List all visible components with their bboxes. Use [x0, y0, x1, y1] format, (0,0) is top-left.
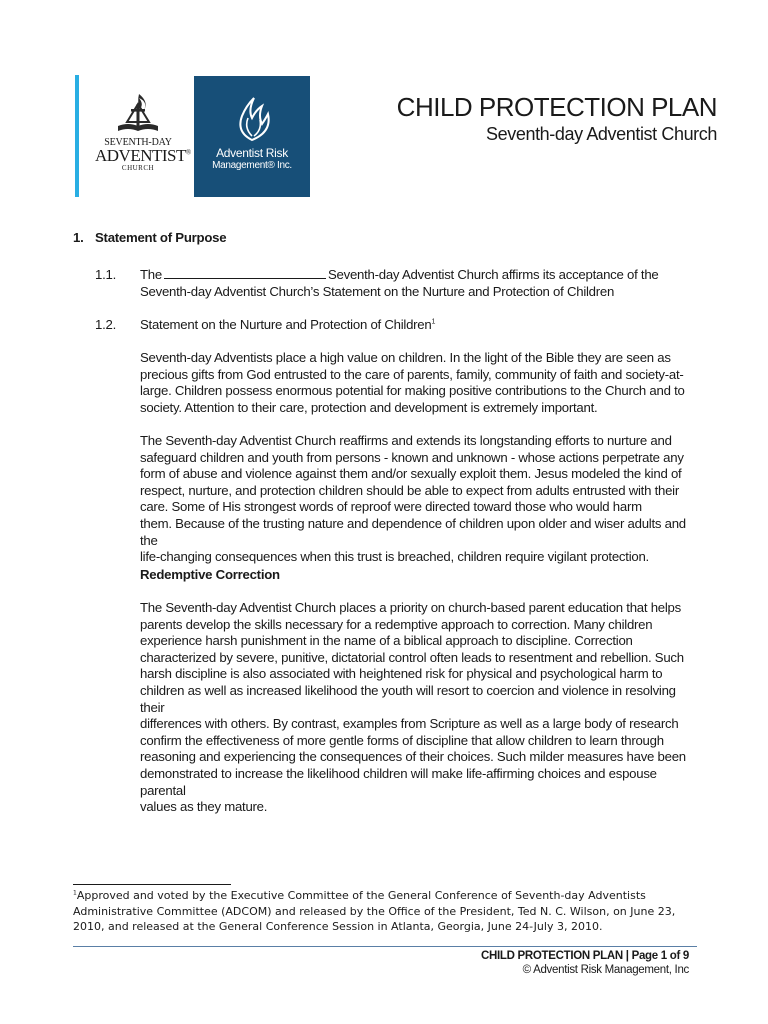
paragraph-redemptive-correction-line: characterized by severe, punitive, dictatorial control often leads to resentment and rebellion. Such [140, 649, 684, 665]
paragraph-reaffirms [140, 433, 698, 566]
header-accent-bar [75, 75, 79, 197]
flame-leaves-icon [232, 96, 272, 142]
paragraph-reaffirms-line: care. Some of His strongest words of reproof were directed toward those who would harm [140, 499, 642, 515]
arm-logo-line1: Adventist Risk [216, 146, 288, 160]
footnote [73, 888, 713, 935]
footer-page-info: CHILD PROTECTION PLAN | Page 1 of 9 [480, 950, 689, 962]
paragraph-redemptive-correction-line: demonstrated to increase the likelihood children will make life-affirming choices and espouse parental [140, 765, 657, 798]
paragraph-reaffirms-line: form of abuse and violence against them and/or sexually exploit them. Jesus modeled the kind of [140, 466, 682, 482]
paragraph-redemptive-correction-line: reasoning and experiencing the consequences of their choices. Such milder measures have been [140, 749, 686, 765]
paragraph-nurture [140, 350, 698, 416]
paragraph-reaffirms-line: The Seventh-day Adventist Church reaffirms and extends its longstanding efforts to nurture and [140, 433, 672, 448]
paragraph-redemptive-correction-line: experience harsh punishment in the name of a biblical approach to discipline. Correction [140, 633, 633, 649]
item-1-1-line2: Seventh-day Adventist Church’s Statement on the Nurture and Protection of Children [140, 283, 615, 299]
sda-logo [95, 92, 191, 182]
church-name-blank [164, 267, 326, 279]
section-number: 1. [73, 230, 84, 245]
footer-rule [73, 946, 697, 947]
footnote-line: 2010, and released at the General Conference Session in Atlanta, Georgia, June 24-July 3, 2010. [73, 920, 603, 933]
paragraph-redemptive-correction [140, 600, 698, 816]
footnote-line: Administrative Committee (ADCOM) and released by the Office of the President, Ted N. C. Wilson, on June 23, [73, 904, 676, 918]
sda-logo-line2: ADVENTIST® [95, 146, 191, 165]
paragraph-nurture-line: Seventh-day Adventists place a high value on children. In the light of the Bible they are seen as [140, 350, 671, 365]
sda-church-emblem-icon [115, 92, 161, 136]
footnote-reference: 1 [431, 318, 436, 326]
footnote-mark: 1 [73, 889, 77, 897]
footnote-line: $^1$Approved and voted by the Executive Committee of the General Conference of Seventh-day Adventists [73, 889, 646, 902]
paragraph-redemptive-correction-line: children as well as increased likelihood the youth will resort to coercion and violence in resolving their [140, 682, 676, 715]
footnote-separator [73, 884, 231, 885]
paragraph-reaffirms-line: safeguard children and youth from persons - known and unknown - whose actions perpetrate any [140, 449, 684, 465]
paragraph-reaffirms-line: life-changing consequences when this trust is breached, children require vigilant protection. [140, 549, 649, 565]
item-number-1-1: 1.1. [95, 267, 116, 282]
paragraph-redemptive-correction-line: harsh discipline is also associated with heightened risk for physical and psychological harm to [140, 666, 663, 682]
item-1-1-text [140, 267, 698, 300]
footer-copyright: © Adventist Risk Management, Inc [522, 964, 689, 976]
item-1-1-line1: The Seventh-day Adventist Church affirms its acceptance of the [140, 267, 659, 282]
paragraph-nurture-line: large. Children possess enormous potential for making positive contributions to the Church and to [140, 383, 685, 399]
document-title: CHILD PROTECTION PLAN [396, 92, 717, 122]
item-1-2-heading: Statement on the Nurture and Protection of Children$^1$ [140, 317, 436, 332]
subheading-redemptive-correction: Redemptive Correction [140, 567, 280, 582]
paragraph-reaffirms-line: them. Because of the trusting nature and dependence of children upon older and wiser adults and the [140, 515, 686, 548]
document-subtitle: Seventh-day Adventist Church [486, 124, 717, 144]
item-number-1-2: 1.2. [95, 317, 116, 332]
paragraph-nurture-line: society. Attention to their care, protection and development is extremely important. [140, 399, 598, 415]
paragraph-reaffirms-line: respect, nurture, and protection children should be able to expect from adults entrusted with their [140, 482, 679, 498]
adventist-risk-management-logo [194, 76, 310, 197]
paragraph-redemptive-correction-line: differences with others. By contrast, examples from Scripture as well as a large body of research [140, 716, 679, 732]
sda-logo-line3: CHURCH [121, 164, 155, 172]
paragraph-redemptive-correction-line: values as they mature. [140, 799, 268, 815]
paragraph-redemptive-correction-line: parents develop the skills necessary for a redemptive approach to correction. Many children [140, 616, 653, 632]
paragraph-nurture-line: precious gifts from God entrusted to the care of parents, family, community of faith and society-at- [140, 366, 684, 382]
arm-logo-line2: Management® Inc. [212, 160, 292, 171]
paragraph-redemptive-correction-line: confirm the effectiveness of more gentle forms of discipline that allow children to learn through [140, 732, 664, 748]
sda-logo-line1: SEVENTH-DAY [104, 137, 172, 148]
paragraph-redemptive-correction-line: The Seventh-day Adventist Church places a priority on church-based parent education that helps [140, 600, 681, 615]
section-title: Statement of Purpose [95, 230, 227, 245]
